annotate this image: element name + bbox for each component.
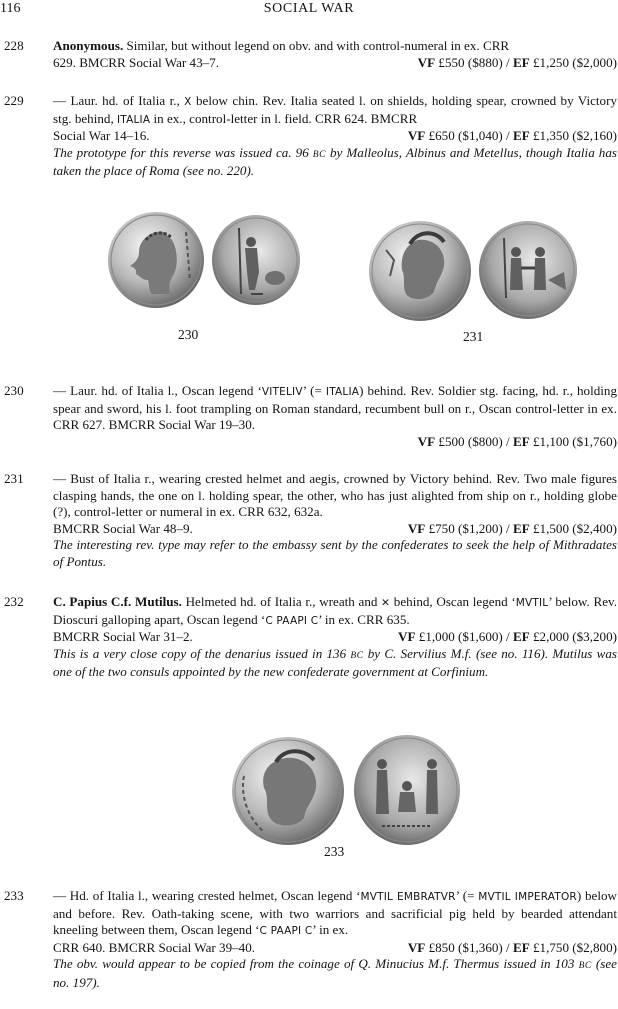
oscan-legend: ITALIA [325,386,360,398]
entry-body [53,471,617,571]
reference-text: BMCRR Social War 48–9. [53,520,193,536]
coin-231-reverse-image [478,220,578,320]
oscan-legend: ITALIA [117,113,151,126]
era-bc: BC [312,149,326,160]
price-line [408,940,617,957]
description-text: — Bust of Italia r., wearing crested helmet and aegis, crowned by Victory behind. Rev. Two male figures clasping hands, the one on l. holding spear, the other, who has just alighted from ship on r., holding globe (?), control-letter or numeral in ex. CRR 632, 632a. [53,471,617,520]
price-vf: £550 ($880) / [435,54,513,70]
entry-body [53,38,617,71]
grade-vf: VF [407,939,426,955]
note-text: The obv. would appear to be copied from the coinage of Q. Minucius M.f. Thermus issued in 103 [53,956,579,972]
description-text: ) below and before. Rev. Oath-taking scene, with two warriors and sacrificial pig held by bearded attendant kneeling between them, Oscan legend ‘ [53,888,617,938]
grade-vf: VF [417,433,436,449]
description-text: Similar, but without legend on obv. and with control-numeral in ex. CRR [123,38,510,53]
price-ef: £1,350 ($2,160) [529,128,617,144]
description-text: Helmeted hd. of Italia r., wreath and [181,594,382,609]
entry-number: 231 [4,471,24,486]
price-line [408,521,617,538]
commentary-note [53,956,617,990]
oscan-legend: VITELIV [261,386,303,398]
entry-body [53,594,617,681]
grade-ef: EF [512,54,530,70]
price-ef: £1,500 ($2,400) [529,520,617,536]
plate-caption-230: 230 [178,327,199,342]
entry-number: 230 [4,383,24,398]
price-vf: £1,000 ($1,600) / [415,629,513,645]
oscan-legend: C PAAPI C [259,925,313,938]
price-vf: £650 ($1,040) / [425,128,513,144]
control-mark: X [184,96,192,108]
grade-vf: VF [398,629,416,645]
description-text: ’ in ex. CRR 635. [318,611,410,627]
reference-text: Social War 14–16. [53,128,150,144]
era-bc: BC [578,961,592,972]
entry-body [53,888,617,992]
price-line [408,128,617,145]
issuer-name: C. Papius C.f. Mutilus. [53,594,182,609]
commentary-note [53,145,617,179]
price-vf: £750 ($1,200) / [425,520,513,536]
description-text: ) behind. Rev. Soldier stg. facing, hd. r., holding spear and sword, his l. foot trampling on Roman standard, recumbent bull on r., Oscan control-letter in ex. CRR 627. BMCRR Social War 19–30. [53,383,618,433]
note-text: (see no. 197). [53,956,617,990]
grade-vf: VF [417,54,436,70]
reference-text: 629. BMCRR Social War 43–7. [53,54,220,70]
coin-233-obverse-image [230,736,350,846]
entry-body [53,383,617,450]
plate-caption-233: 233 [324,844,345,859]
entry-body [53,93,617,180]
commentary-note: The interesting rev. type may refer to the embassy sent by the confederates to seek the help of Mithradates of Pontus. [53,537,617,569]
price-ef: £1,100 ($1,760) [529,433,617,449]
coin-plate-230-231 [0,200,618,350]
description-text: ’ in ex. [312,922,349,938]
era-bc: BC [350,650,364,661]
note-text: by C. Servilius M.f. (see no. 116). Mutilus was one of the two consuls appointed by the new confederate government at Corfinium. [53,645,617,680]
price-ef: £2,000 ($3,200) [529,629,617,645]
coin-233-reverse-image [352,734,462,846]
commentary-note [53,646,617,680]
entry-number: 228 [4,38,24,53]
page-number: 116 [0,1,21,16]
price-line [398,629,617,646]
description-text: — Laur. hd. of Italia r., [53,93,185,108]
oscan-legend: MVTIL [515,597,549,609]
entry-number: 233 [4,888,24,903]
reference-text: BMCRR Social War 31–2. [53,629,193,645]
coin-plate-233 [0,724,618,864]
issuer-name: Anonymous. [53,38,124,53]
reference-text: CRR 640. BMCRR Social War 39–40. [53,939,256,955]
entry-number: 229 [4,93,24,108]
oscan-legend: MVTIL IMPERATOR [478,891,577,903]
coin-230-obverse-image [106,210,206,310]
price-line [418,434,617,449]
note-text: The prototype for this reverse was issued ca. 96 [53,144,313,160]
price-ef: £1,250 ($2,000) [529,54,617,70]
description-text: below chin. Rev. Italia seated l. on shields, holding spear, crowned by Victory stg. behind, [53,93,618,126]
oscan-legend: MVTIL EMBRATVR [360,891,456,903]
note-text: by Malleolus, Albinus and Metellus, though Italia has taken the place of Roma (see no. 220). [53,144,617,179]
grade-ef: EF [512,520,530,536]
note-text: This is a very close copy of the denarius issued in 136 [53,645,351,661]
price-line [418,55,617,72]
page-header [0,0,618,22]
coin-231-obverse-image [368,220,472,322]
grade-ef: EF [512,629,530,645]
grade-vf: VF [407,128,426,144]
entry-number: 232 [4,594,24,609]
description-text: ’ (= [302,383,326,398]
description-text: ’ (= [455,888,479,903]
running-title: SOCIAL WAR [263,1,355,16]
price-ef: £1,750 ($2,800) [529,939,617,955]
description-text: behind, Oscan legend ‘ [390,594,516,609]
description-text: in ex., control-letter in l. field. CRR 624. BMCRR [150,110,418,126]
grade-ef: EF [512,939,530,955]
description-text: — Hd. of Italia l., wearing crested helmet, Oscan legend ‘ [53,888,361,903]
grade-ef: EF [512,433,530,449]
price-vf: £850 ($1,360) / [425,939,513,955]
price-vf: £500 ($800) / [435,433,513,449]
description-text: — Laur. hd. of Italia l., Oscan legend ‘ [53,383,262,398]
description-text: ’ below. Rev. Dioscuri galloping apart, Oscan legend ‘ [53,594,618,627]
grade-vf: VF [407,520,426,536]
grade-ef: EF [512,128,530,144]
coin-230-reverse-image [211,214,301,306]
oscan-legend: C PAAPI C [265,614,319,627]
control-mark: ✕ [381,597,391,609]
plate-caption-231: 231 [463,329,484,344]
